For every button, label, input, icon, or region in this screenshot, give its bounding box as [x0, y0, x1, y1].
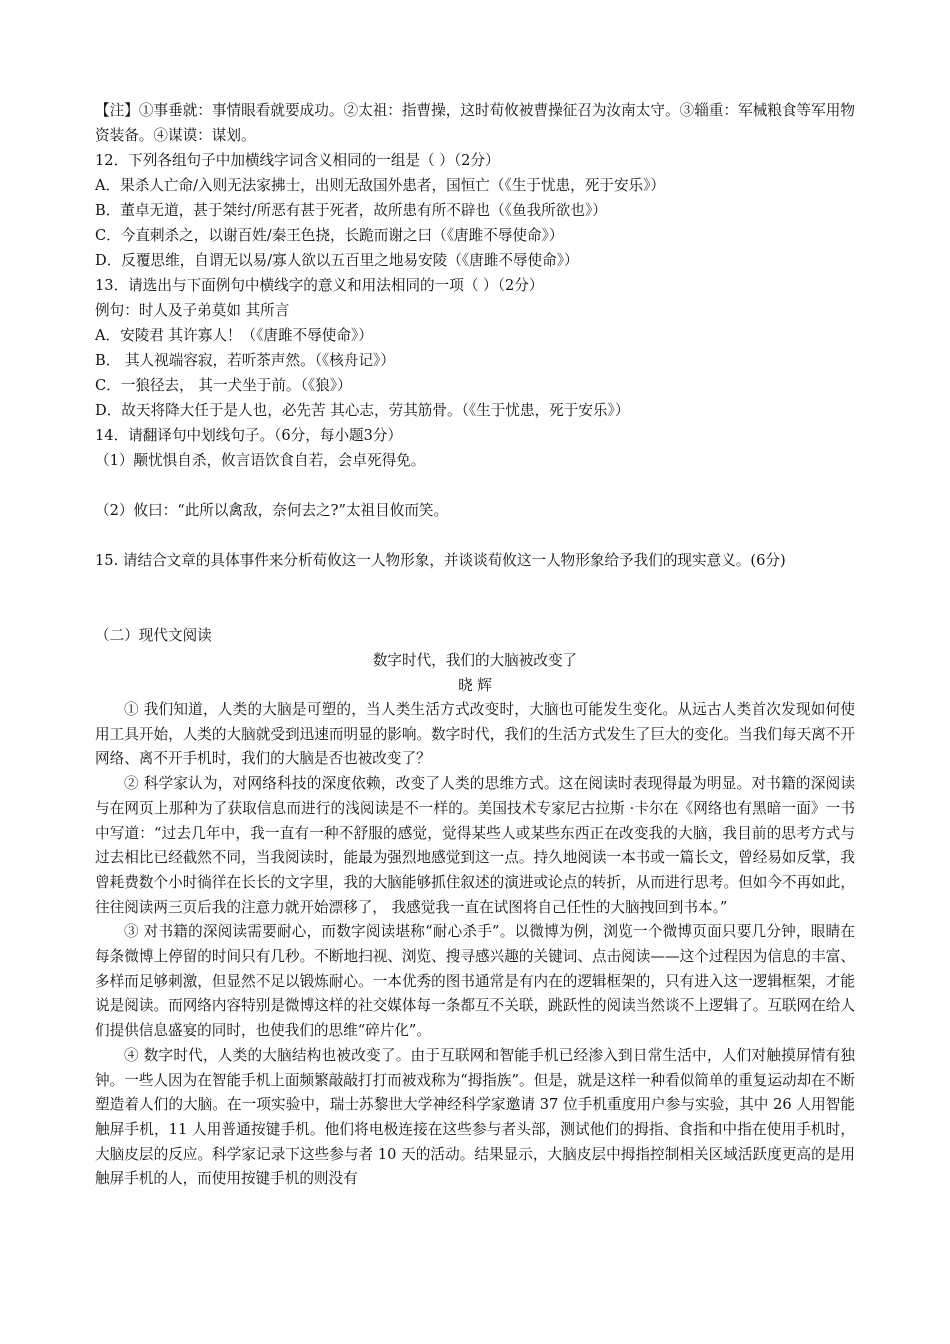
question-14-sentence-2: （2）攸曰：“此所以禽敌，奈何去之?”太祖目攸而笑。 — [95, 502, 449, 519]
article-paragraph-1: ① 我们知道，人类的大脑是可塑的，当人类生活方式改变时，大脑也可能发生变化。从远古人类首次发现如何使用工具开始，人类的大脑就受到迅速而明显的影响。数字时代，我们的生活方式发生了巨大的变化。当我们每天离不开网络、离不开手机时，我们的大脑是否也被改变了？ — [95, 701, 855, 768]
article-body — [95, 698, 855, 1192]
question-12-option-a: A．果杀人亡命/入则无法家拂士，出则无敌国外患者，国恒亡（《生于忧患，死于安乐》） — [95, 177, 666, 194]
question-14-stem: 14．请翻译句中划线句子。（6分，每小题3分） — [95, 427, 403, 444]
article-author: 晓 辉 — [458, 677, 492, 694]
section-label: （二）现代文阅读 — [95, 627, 212, 644]
article-paragraph-3: ③ 对书籍的深阅读需要耐心，而数字阅读堪称“耐心杀手”。以微博为例，浏览一个微博页面只要几分钟，眼睛在每条微博上停留的时间只有几秒。不断地扫视、浏览、搜寻感兴趣的关键词、点击阅读——这个过程因为信息的丰富、多样而足够刺激，但显然不足以锻炼耐心。一本优秀的图书通常是有内在的逻辑框架的，只有进入这一逻辑框架，才能说是阅读。而网络内容特别是微博这样的社交媒体每一条都互不关联，跳跃性的阅读当然谈不上逻辑了。互联网在给人们提供信息盛宴的同时，也使我们的思维“碎片化”。 — [95, 923, 855, 1040]
question-15-stem: 15. 请结合文章的具体事件来分析荀攸这一人物形象，并谈谈荀攸这一人物形象给予我们的现实意义。(6分) — [95, 552, 786, 569]
question-12-option-c: C．今直刺杀之，以谢百姓/秦王色挠，长跪而谢之曰（《唐雎不辱使命》） — [95, 227, 564, 244]
question-13-option-b: B． 其人视端容寂，若听茶声然。（《核舟记》） — [95, 352, 395, 369]
annotation-note: 【注】①事垂就：事情眼看就要成功。②太祖：指曹操，这时荀攸被曹操征召为汝南太守。③辎重：军械粮食等军用物资装备。④谋谟：谋划。 — [95, 102, 855, 144]
question-12-option-b: B．董卓无道，甚于桀纣/所恶有甚于死者，故所患有所不辟也（《鱼我所欲也》） — [95, 202, 607, 219]
article-paragraph-4: ④ 数字时代，人类的大脑结构也被改变了。由于互联网和智能手机已经渗入到日常生活中，人们对触摸屏情有独钟。一些人因为在智能手机上面频繁敲敲打打而被戏称为“拇指族”。但是，就是这样一种看似简单的重复运动却在不断塑造着人们的大脑。在一项实验中，瑞士苏黎世大学神经科学家邀请 37 位手机重度用户参与实验，其中 26 人用智能触屏手机，11 人用普通按键手机。他们将电极连接在这些参与者头部，测试他们的拇指、食指和中指在使用手机时，大脑皮层的反应。科学家记录下这些参与者 10 天的活动。结果显示，大脑皮层中拇指控制相关区域活跃度更高的是用触屏手机的人，而使用按键手机的则没有 — [95, 1046, 855, 1188]
question-13-option-d: D．故天将降大任于是人也，必先苦 其心志，劳其筋骨。（《生于忧患，死于安乐》） — [95, 402, 630, 419]
question-13-option-a: A．安陵君 其许寡人！（《唐雎不辱使命》） — [95, 327, 373, 344]
question-13-stem: 13．请选出与下面例句中横线字的意义和用法相同的一项（ ）（2分） — [95, 277, 544, 294]
answer-space — [95, 473, 855, 498]
question-13-example: 例句：时人及子弟莫如 其所言 — [95, 302, 290, 319]
answer-space — [95, 573, 855, 623]
article-title: 数字时代，我们的大脑被改变了 — [372, 652, 578, 669]
document-page — [95, 98, 855, 1192]
answer-space — [95, 523, 855, 548]
question-12-option-d: D．反覆思维，自谓无以易/寡人欲以五百里之地易安陵（《唐雎不辱使命》） — [95, 252, 579, 269]
question-13-option-c: C．一狼径去， 其一犬坐于前。（《狼》） — [95, 377, 352, 394]
question-12-stem: 12．下列各组句子中加横线字词含义相同的一组是（ ）（2分） — [95, 152, 500, 169]
question-14-sentence-1: （1）颙忧惧自杀，攸言语饮食自若，会卓死得免。 — [95, 452, 426, 469]
article-paragraph-2: ② 科学家认为，对网络科技的深度依赖，改变了人类的思维方式。这在阅读时表现得最为明显。对书籍的深阅读与在网页上那种为了获取信息而进行的浅阅读是不一样的。美国技术专家尼古拉斯 ·卡尔在《网络也有黑暗一面》一书中写道：“过去几年中，我一直有一种不舒服的感觉，觉得某些人或某些东西正在改变我的大脑，我目前的思考方式与过去相比已经截然不同，当我阅读时，能最为强烈地感觉到这一点。持久地阅读一本书或一篇长文，曾经易如反掌，我曾耗费数个小时徜徉在长长的文字里，我的大脑能够抓住叙述的演进或论点的转折，从而进行思考。但如今不再如此，往往阅读两三页后我的注意力就开始漂移了， 我感觉我一直在试图将自己任性的大脑拽回到书本。” — [95, 775, 855, 916]
